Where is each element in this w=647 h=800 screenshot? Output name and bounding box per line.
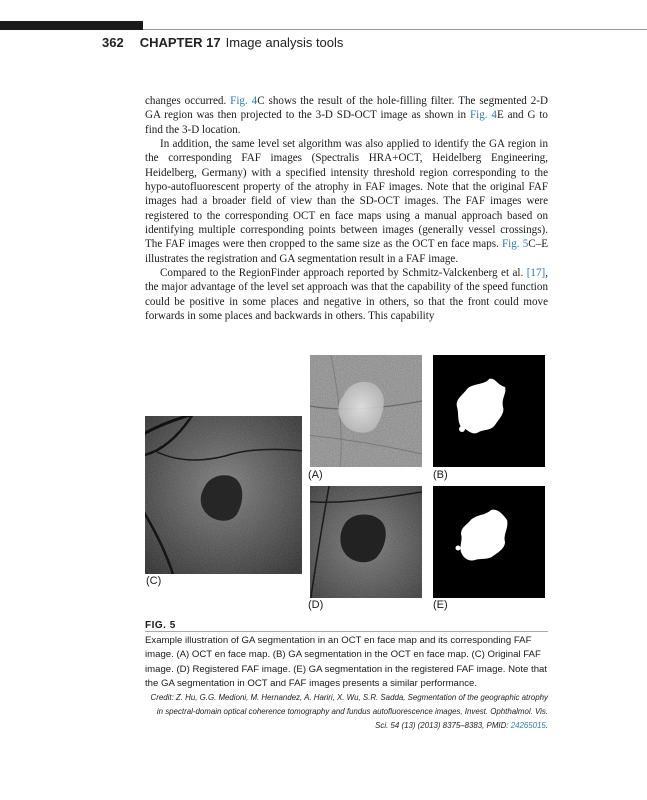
figure-credit [150, 691, 548, 734]
figure-rule [145, 631, 548, 632]
figure-link[interactable]: Fig. 5 [502, 238, 529, 251]
pmid-link[interactable]: 24265015 [510, 721, 546, 731]
figure-title: FIG. 5 [145, 620, 176, 631]
reference-link[interactable]: [17] [526, 267, 546, 280]
figure-link[interactable]: Fig. 4 [469, 109, 497, 122]
label-d: (D) [308, 599, 324, 611]
running-header [102, 35, 343, 50]
header-rule [143, 29, 647, 30]
faf-segmentation-image [433, 486, 545, 598]
oct-segmentation-image [433, 355, 545, 467]
label-b: (B) [433, 469, 448, 481]
page-number: 362 [102, 35, 124, 50]
registered-faf-image [310, 486, 422, 598]
text-run: , the major advantage of the level set approach was that the capability of the speed function could be positive in some places and negative in others, so that the front could move forwards in some places and backwards in others. This capability [145, 267, 548, 323]
text-run: Compared to the RegionFinder approach reported by Schmitz-Valckenberg et al. [160, 267, 527, 280]
figure-link[interactable]: Fig. 4 [230, 95, 258, 107]
oct-en-face-image [310, 355, 422, 467]
credit-text: Credit: Z. Hu, G.G. Medioni, M. Hernandez, A. Hariri, X. Wu, S.R. Sadda, Segmentation of the geographic atrophy in spectral-domain optical coherence tomography and fundus autofluorescence images, Invest. Ophthalmol. Vis. Sci. 54 (13) (2013) 8375–8383, PMID: [150, 693, 548, 731]
label-c: (C) [146, 575, 162, 587]
header-bar [0, 21, 143, 30]
text-run: C–E illustrates the registration and GA segmentation result in a FAF image. [145, 238, 548, 265]
original-faf-image [145, 416, 302, 574]
paragraph-1 [145, 94, 548, 137]
body-text [145, 94, 548, 324]
chapter-number: CHAPTER 17 [139, 35, 221, 50]
figure-caption: Example illustration of GA segmentation in an OCT en face map and its corresponding FAF image. (A) OCT en face map. (B) GA segmentation in the OCT en face map. (C) Original FAF image. (D) Registered FAF image. (E) GA segmentation in the registered FAF image. Note that the GA segmentation in OCT and FAF images presents a similar performance. [145, 635, 548, 689]
paragraph-3 [145, 266, 548, 323]
chapter-title: Image analysis tools [225, 35, 344, 50]
text-run: changes occurred. [145, 95, 231, 107]
text-run: C shows the result of the hole-filling filter. The segmented 2-D GA region was then projected to the 3-D SD-OCT image as shown in [145, 95, 548, 122]
label-a: (A) [308, 469, 323, 481]
paragraph-2 [145, 137, 548, 266]
label-e: (E) [433, 599, 448, 611]
credit-end: . [545, 721, 548, 731]
text-run: In addition, the same level set algorithm was also applied to identify the GA region in the corresponding FAF images (Spectralis HRA+OCT, Heidelberg Engineering, Heidelberg, Germany) with a specified intensity threshold region corresponding to the hypo-autofluorescent property of the atrophy in FAF images. Note that the original FAF images had a broader field of view than the SD-OCT images. The FAF images were registered to the corresponding OCT en face maps using a manual approach based on identifying multiple corresponding points between images (generally vessel crossings). The FAF images were then cropped to the same size as the OCT en face maps. [145, 138, 548, 251]
text-run: E and G to find the 3-D location. [145, 109, 548, 136]
